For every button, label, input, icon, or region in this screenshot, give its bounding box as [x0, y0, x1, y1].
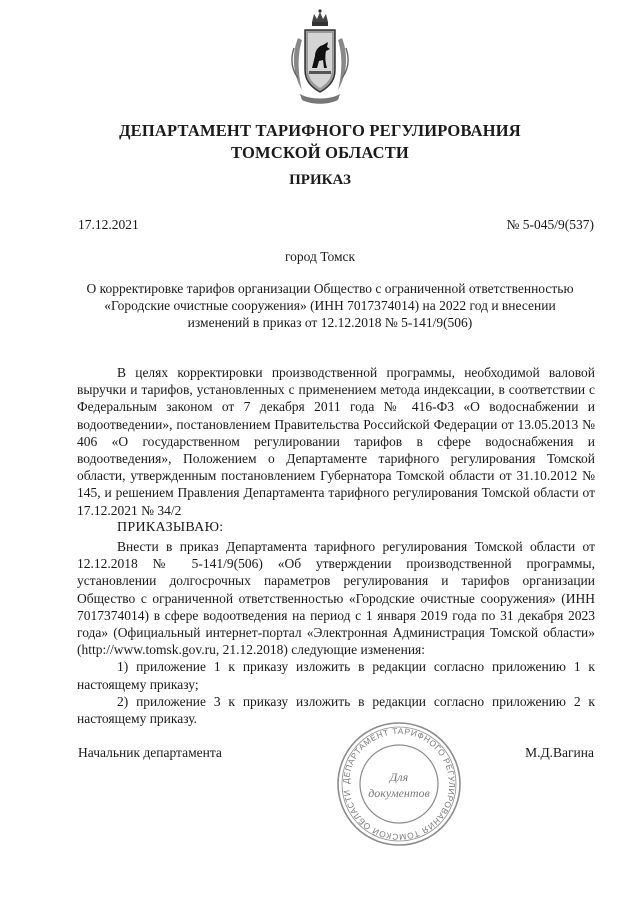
stamp-center-line2: документов [368, 786, 430, 800]
document-date: 17.12.2021 [78, 217, 139, 232]
stamp-center-line1: Для [389, 770, 409, 784]
order-section [77, 538, 595, 727]
tomsk-region-coat-of-arms-icon [288, 8, 352, 108]
round-stamp-icon [335, 720, 463, 848]
document-number: № 5-045/9(537) [506, 217, 594, 232]
document-city: город Томск [284, 249, 356, 264]
command-heading: ПРИКАЗЫВАЮ: [117, 520, 224, 535]
order-item: 2) приложение 3 к приказу изложить в редакции согласно приложению 2 к настоящему приказу. [77, 693, 595, 727]
order-item: 1) приложение 1 к приказу изложить в редакции согласно приложению 1 к настоящему приказу; [77, 659, 595, 692]
department-title [0, 120, 640, 164]
department-title-line2: ТОМСКОЙ ОБЛАСТИ [231, 143, 409, 162]
signer-name: М.Д.Вагина [525, 745, 594, 760]
signer-position: Начальник департамента [78, 745, 222, 760]
order-paragraph: Внести в приказ Департамента тарифного регулирования Томской области от 12.12.2018 № 5-141/9(506) «Об утверждении производственной программы, установлении долгосрочных параметров регулирования и тарифов организации Общество с ограниченной ответственностью «Городские очистные сооружения» (ИНН 7017374014) в сфере водоотведения на период с 1 января 2019 года по 31 декабря 2023 года» (Официальный интернет-портал «Электронная Администрация Томской области» (http://www.tomsk.gov.ru, 21.12.2018) следующие изменения: [77, 539, 595, 658]
stamp-ring-text: ДЕПАРТАМЕНТ ТАРИФНОГО РЕГУЛИРОВАНИЯ ТОМСКОЙ ОБЛАСТИ [340, 725, 458, 843]
document-type: ПРИКАЗ [289, 172, 351, 188]
document-subject: О корректировке тарифов организации Общество с ограниченной ответственностью «Городские очистные сооружения» (ИНН 7017374014) на 2022 год и внесении изменений в приказ от 12.12.2018 № 5-141/9(506) [86, 281, 574, 330]
department-title-line1: ДЕПАРТАМЕНТ ТАРИФНОГО РЕГУЛИРОВАНИЯ [119, 121, 521, 140]
preamble-section [77, 364, 595, 519]
svg-text:ДЕПАРТАМЕНТ ТАРИФНОГО РЕГУЛИРО [341, 726, 457, 842]
preamble-paragraph: В целях корректировки производственной программы, необходимой валовой выручки и тарифов, установленных с применением метода индексации, в соответствии с Федеральным законом от 7 декабря 2011 года № 416-ФЗ «О водоснабжении и водоотведении», постановлением Правительства Российской Федерации от 13.05.2013 № 406 «О государственном регулировании тарифов в сфере водоснабжения и водоотведения», Положением о Департаменте тарифного регулирования Томской области, утвержденным постановлением Губернатора Томской области от 31.10.2012 № 145, и решением Правления Департамента тарифного регулирования Томской области от 17.12.2021 № 34/2 [77, 365, 595, 518]
